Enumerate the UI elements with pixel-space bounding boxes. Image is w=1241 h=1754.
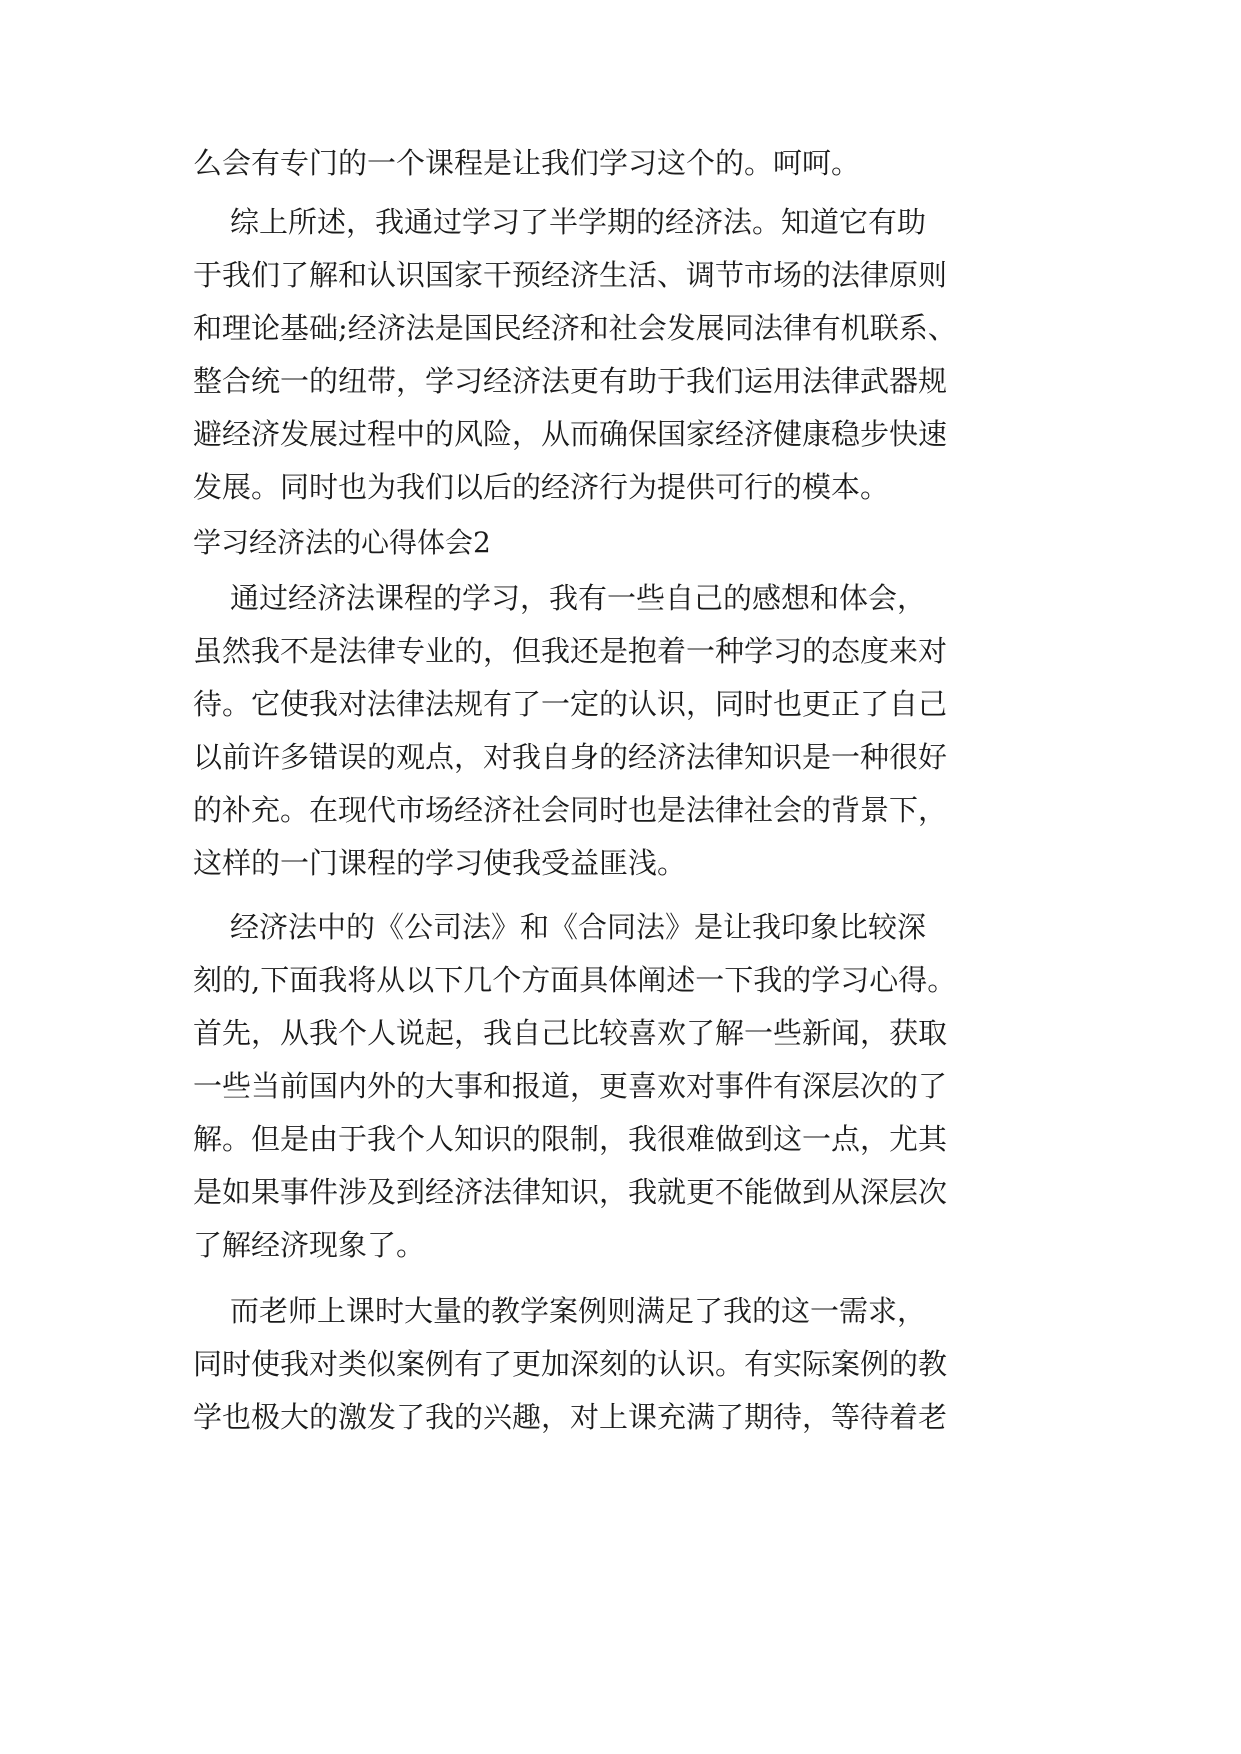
text-line: 避经济发展过程中的风险，从而确保国家经济健康稳步快速	[193, 417, 948, 451]
section-heading: 学习经济法的心得体会2	[193, 526, 491, 559]
paragraph-first-line: 通过经济法课程的学习，我有一些自己的感想和体会，	[230, 581, 927, 615]
text-line: 发展。同时也为我们以后的经济行为提供可行的模本。	[193, 470, 890, 504]
paragraph-first-line: 综上所述，我通过学习了半学期的经济法。知道它有助	[230, 205, 927, 239]
text-line: 和理论基础;经济法是国民经济和社会发展同法律有机联系、	[193, 311, 957, 345]
text-line: 是如果事件涉及到经济法律知识，我就更不能做到从深层次	[193, 1175, 948, 1209]
text-line: 解。但是由于我个人知识的限制，我很难做到这一点，尤其	[193, 1122, 948, 1156]
text-line: 于我们了解和认识国家干预经济生活、调节市场的法律原则	[193, 258, 948, 292]
text-line: 刻的,下面我将从以下几个方面具体阐述一下我的学习心得。	[193, 963, 957, 997]
text-line: 整合统一的纽带，学习经济法更有助于我们运用法律武器规	[193, 364, 948, 398]
text-line: 虽然我不是法律专业的，但我还是抱着一种学习的态度来对	[193, 634, 948, 668]
text-line: 首先，从我个人说起，我自己比较喜欢了解一些新闻，获取	[193, 1016, 948, 1050]
text-line: 了解经济现象了。	[193, 1228, 426, 1262]
paragraph-first-line: 经济法中的《公司法》和《合同法》是让我印象比较深	[230, 910, 927, 944]
text-line: 一些当前国内外的大事和报道，更喜欢对事件有深层次的了	[193, 1069, 948, 1103]
text-line: 么会有专门的一个课程是让我们学习这个的。呵呵。	[193, 146, 861, 180]
paragraph-first-line: 而老师上课时大量的教学案例则满足了我的这一需求，	[230, 1294, 927, 1328]
text-line: 以前许多错误的观点，对我自身的经济法律知识是一种很好	[193, 740, 948, 774]
text-line: 学也极大的激发了我的兴趣，对上课充满了期待，等待着老	[193, 1400, 948, 1434]
text-line: 的补充。在现代市场经济社会同时也是法律社会的背景下，	[193, 793, 948, 827]
text-line: 这样的一门课程的学习使我受益匪浅。	[193, 846, 687, 880]
text-line: 待。它使我对法律法规有了一定的认识，同时也更正了自己	[193, 687, 948, 721]
text-line: 同时使我对类似案例有了更加深刻的认识。有实际案例的教	[193, 1347, 948, 1381]
